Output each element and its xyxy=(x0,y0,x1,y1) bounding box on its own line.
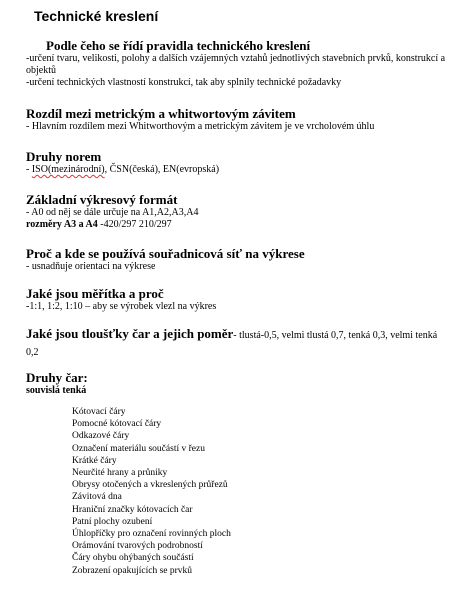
line-type-item: Pomocné kótovací čáry xyxy=(72,419,162,430)
section-heading: Rozdíl mezi metrickým a whitwortovým závitem xyxy=(26,106,296,121)
section-line-thickness xyxy=(26,326,446,360)
section-line: - Hlavním rozdílem mezi Whitworthovým a metrickým závitem je ve vrcholovém úhlu xyxy=(26,121,375,132)
section-line-types xyxy=(26,370,456,397)
section-line: -určení technických vlastností konstrukcí, tak aby splnily technické požadavky xyxy=(26,77,342,88)
section-line xyxy=(26,164,456,176)
section-heading: Druhy norem xyxy=(26,149,102,164)
section-inline-text: - tlustá-0,5, velmi tlustá 0,7, tenká 0,3, velmi tenká 0,2 xyxy=(26,330,438,358)
section-heading: Jaké jsou tloušťky čar a jejich poměr xyxy=(26,326,234,341)
section-line: -určení tvaru, velikosti, polohy a dalších vzájemných vztahů jednotlivých stavebních prvků, konstrukcí a objektů xyxy=(26,53,446,76)
section-heading: Podle čeho se řídí pravidla technického kreslení xyxy=(46,38,311,53)
section-heading: Druhy čar: xyxy=(26,370,88,385)
line-type-item: Zobrazení opakujících se prvků xyxy=(72,565,193,576)
section-heading: Proč a kde se používá souřadnicová síť na výkrese xyxy=(26,246,305,261)
section-scales xyxy=(26,286,456,313)
section-line-dimensions xyxy=(26,219,456,231)
line-type-item: Odkazové čáry xyxy=(72,431,130,442)
line-type-item: Kótovací čáry xyxy=(72,407,126,417)
section-line: - usnadňuje orientaci na výkrese xyxy=(26,261,156,272)
section-heading: Základní výkresový formát xyxy=(26,192,178,207)
line-prefix: - xyxy=(26,164,32,175)
section-drawing-rules xyxy=(26,38,456,89)
section-coordinate-grid xyxy=(26,246,456,273)
section-standards xyxy=(26,149,456,176)
line-type-item: Patní plochy ozubení xyxy=(72,516,153,527)
line-type-item: Krátké čáry xyxy=(72,455,117,466)
standards-rest-text: , ČSN(česká), EN(evropská) xyxy=(104,164,220,175)
line-type-item: Obrysy otočených a vkreslených průřezů xyxy=(72,480,228,491)
line-type-item: Označení materiálu součástí v řezu xyxy=(72,443,205,454)
section-thread-difference xyxy=(26,106,456,133)
line-type-item: Neurčité hrany a průniky xyxy=(72,468,168,479)
dimensions-values: -420/297 210/297 xyxy=(97,219,172,230)
line-type-item: Úhlopříčky pro označení rovinných ploch xyxy=(72,529,231,540)
line-type-item: Čáry ohybu ohýbaných součástí xyxy=(72,553,194,564)
section-heading: Jaké jsou měřítka a proč xyxy=(26,286,164,301)
line-types-list xyxy=(72,406,231,577)
section-drawing-format xyxy=(26,192,456,231)
section-line: - A0 od něj se dále určuje na A1,A2,A3,A4 xyxy=(26,207,199,218)
section-line: -1:1, 1:2, 1:10 – aby se výrobek vlezl na výkres xyxy=(26,301,217,312)
line-type-item: Závitová dna xyxy=(72,492,122,503)
line-type-item: Hraniční značky kótovacích čar xyxy=(72,504,193,515)
iso-standard-text: ISO(mezinárodní) xyxy=(31,164,105,175)
section-subheading: souvislá tenká xyxy=(26,385,87,396)
document-title: Technické kreslení xyxy=(34,8,159,24)
dimensions-label: rozměry A3 a A4 xyxy=(26,219,98,230)
line-type-item: Orámování tvarových podrobností xyxy=(72,541,203,552)
